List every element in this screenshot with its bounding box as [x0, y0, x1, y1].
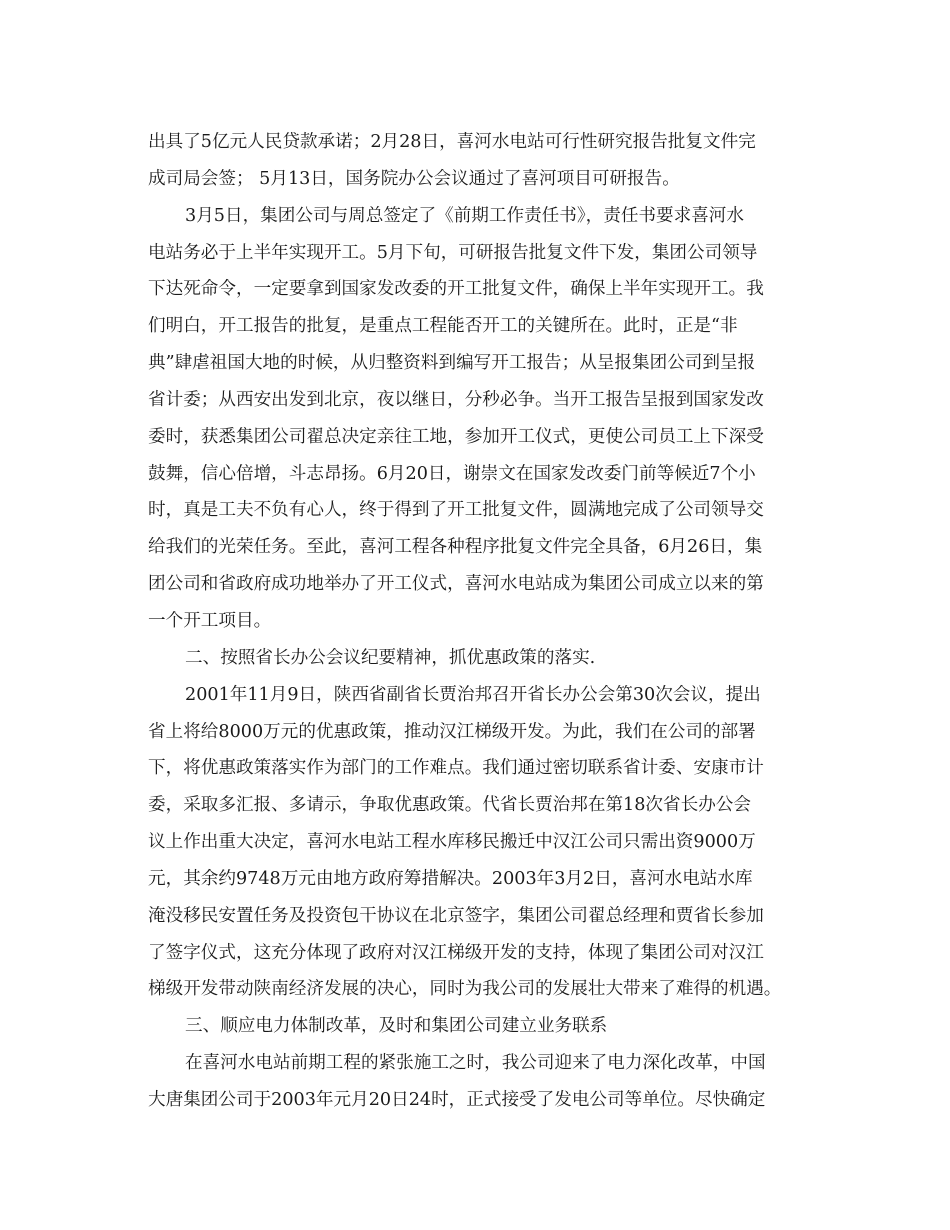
text-line: 省计委；从西安出发到北京，夜以继日，分秒必争。当开工报告呈报到国家发改: [148, 389, 764, 410]
text-line: 议上作出重大决定，喜河水电站工程水库移民搬迁中汉江公司只需出资9000万: [148, 832, 756, 853]
text-line: 鼓舞，信心倍增，斗志昂扬。6月20日，谢崇文在国家发改委门前等候近7个小: [148, 463, 756, 484]
section-heading: 二、按照省长办公会议纪要精神，抓优惠政策的落实.: [185, 647, 596, 668]
text-line: 淹没移民安置任务及投资包干协议在北京签字，集团公司翟总经理和贾省长参加: [148, 905, 764, 926]
text-line: 委时，获悉集团公司翟总决定亲往工地，参加开工仪式，更使公司员工上下深受: [148, 426, 764, 447]
text-line: 出具了5亿元人民贷款承诺；2月28日，喜河水电站可行性研究报告批复文件完: [148, 132, 756, 152]
paragraph-start-line: 2001年11月9日，陕西省副省长贾治邦召开省长办公会第30次会议，提出: [185, 684, 761, 705]
text-line: 元，其余约9748万元由地方政府筹措解决。2003年3月2日，喜河水电站水库: [148, 868, 753, 889]
text-line: 团公司和省政府成功地举办了开工仪式，喜河水电站成为集团公司成立以来的第: [148, 574, 764, 595]
text-line: 了签字仪式，这充分体现了政府对汉江梯级开发的支持，体现了集团公司对汉江: [148, 942, 764, 963]
text-line: 下达死命令，一定要拿到国家发改委的开工批复文件，确保上半年实现开工。我: [148, 279, 764, 300]
text-line: 时，真是工夫不负有心人，终于得到了开工批复文件，圆满地完成了公司领导交: [148, 500, 764, 521]
text-line: 省上将给8000万元的优惠政策，推动汉江梯级开发。为此，我们在公司的部署: [148, 721, 756, 742]
text-line: 给我们的光荣任务。至此，喜河工程各种程序批复文件完全具备，6月26日，集: [148, 537, 763, 558]
section-heading: 三、顺应电力体制改革，及时和集团公司建立业务联系: [185, 1016, 608, 1037]
document-body: [148, 124, 808, 1119]
text-line: 成司局会签； 5月13日，国务院办公会议通过了喜河项目可研报告。: [148, 168, 680, 189]
text-line: 一个开工项目。: [148, 610, 272, 631]
text-line: 下，将优惠政策落实作为部门的工作难点。我们通过密切联系省计委、安康市计: [148, 758, 764, 779]
text-line: 大唐集团公司于2003年元月20日24时，正式接受了发电公司等单位。尽快确定: [148, 1089, 766, 1110]
text-line: 梯级开发带动陕南经济发展的决心，同时为我公司的发展壮大带来了难得的机遇。: [148, 979, 782, 1000]
text-line: 典”肆虐祖国大地的时候，从归整资料到编写开工报告；从呈报集团公司到呈报: [148, 353, 756, 374]
text-line: 电站务必于上半年实现开工。5月下旬，可研报告批复文件下发，集团公司领导: [148, 242, 758, 263]
paragraph-start-line: 3月5日，集团公司与周总签定了《前期工作责任书》，责任书要求喜河水: [185, 205, 744, 226]
text-line: 委，采取多汇报、多请示，争取优惠政策。代省长贾治邦在第18次省长办公会: [148, 795, 751, 816]
text-line: 们明白，开工报告的批复，是重点工程能否开工的关键所在。此时，正是“非: [148, 316, 738, 337]
paragraph-start-line: 在喜河水电站前期工程的紧张施工之时，我公司迎来了电力深化改革，中国: [185, 1053, 766, 1074]
